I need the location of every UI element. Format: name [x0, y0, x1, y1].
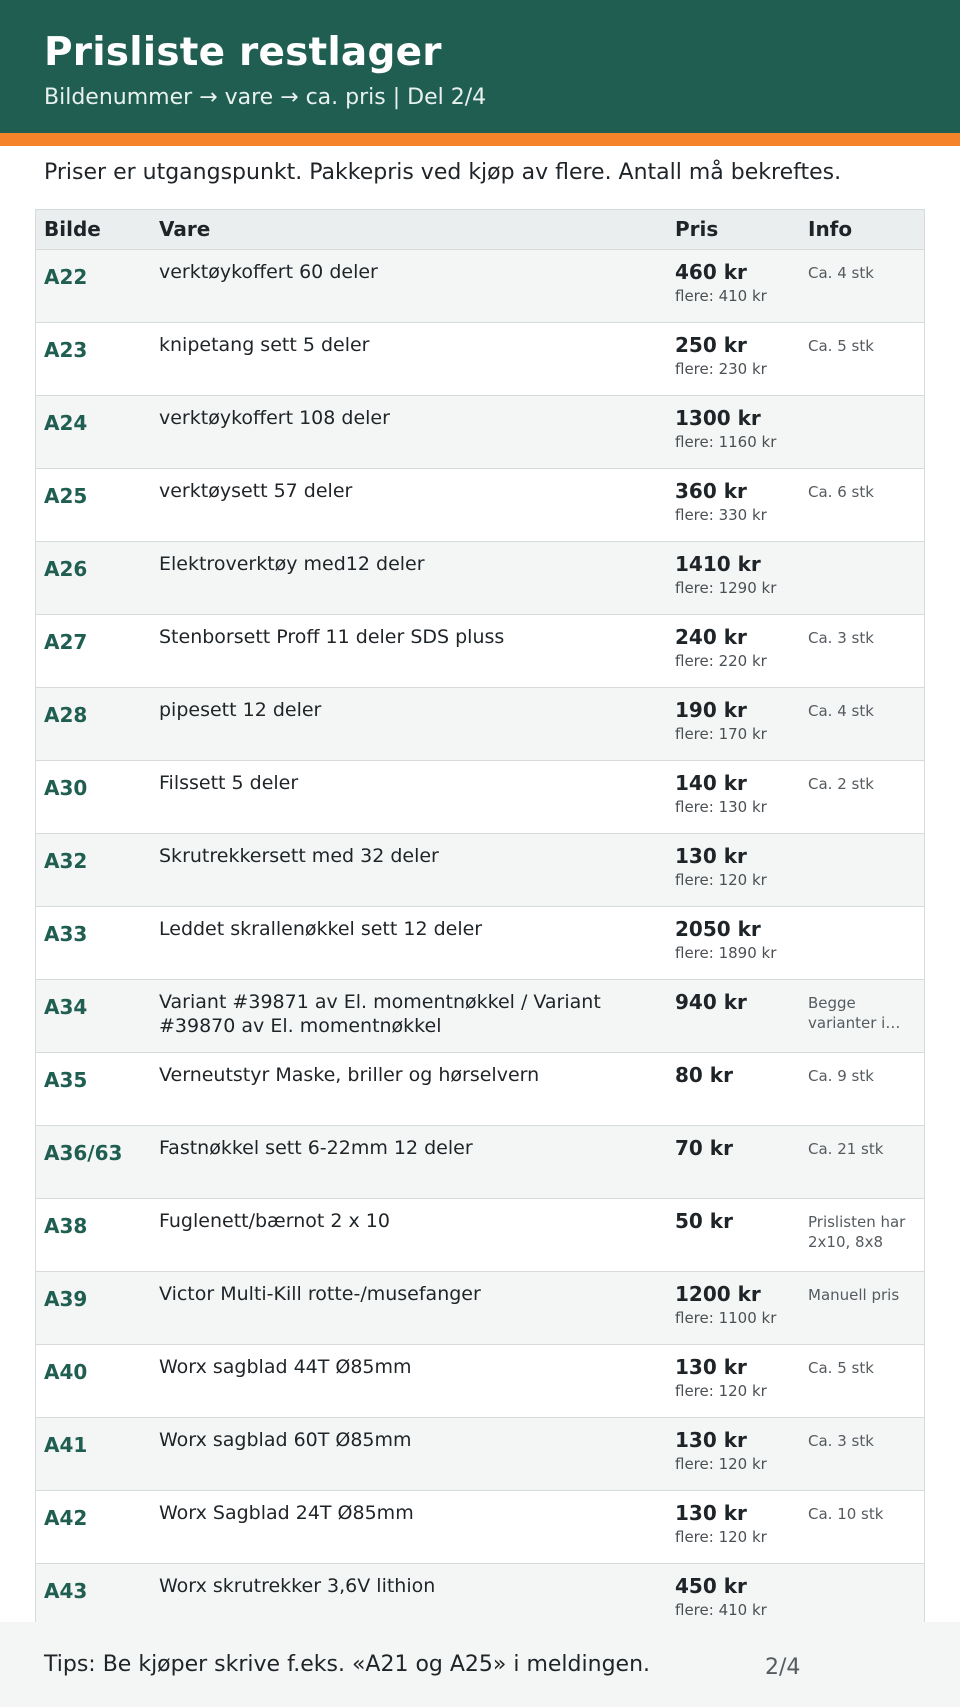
price-cell — [667, 614, 800, 687]
table-row — [36, 1198, 924, 1271]
info-note: Ca. 2 stk — [808, 774, 874, 793]
page-footer — [0, 1622, 960, 1707]
table-row — [36, 1417, 924, 1490]
item-name: Elektroverktøy med12 deler — [159, 552, 425, 575]
item-name: Worx sagblad 44T Ø85mm — [159, 1355, 412, 1378]
info-note: Ca. 4 stk — [808, 263, 874, 282]
table-row — [36, 1125, 924, 1198]
item-name: pipesett 12 deler — [159, 698, 322, 721]
info-note: Ca. 3 stk — [808, 1431, 874, 1450]
table-row — [36, 249, 924, 322]
unit-price: 130 kr — [675, 843, 747, 868]
page-subtitle: Bildenummer → vare → ca. pris | Del 2/4 — [44, 85, 487, 110]
bulk-price: flere: 120 kr — [675, 1381, 767, 1400]
item-name: verktøykoffert 60 deler — [159, 260, 378, 283]
table-row — [36, 760, 924, 833]
info-note: Ca. 4 stk — [808, 701, 874, 720]
accent-divider — [0, 133, 960, 146]
unit-price: 50 kr — [675, 1208, 733, 1233]
image-number: A27 — [44, 629, 88, 654]
unit-price: 1300 kr — [675, 405, 761, 430]
image-number: A33 — [44, 921, 88, 946]
price-cell — [667, 687, 800, 760]
bulk-price: flere: 1160 kr — [675, 432, 777, 451]
unit-price: 80 kr — [675, 1062, 733, 1087]
price-cell — [667, 249, 800, 322]
unit-price: 190 kr — [675, 697, 747, 722]
footer-tip: Tips: Be kjøper skrive f.eks. «A21 og A25» i meldingen. — [44, 1652, 650, 1677]
image-number: A35 — [44, 1067, 88, 1092]
item-name: verktøysett 57 deler — [159, 479, 353, 502]
info-note — [800, 1563, 924, 1622]
bulk-price: flere: 1890 kr — [675, 943, 777, 962]
info-note: Ca. 3 stk — [808, 628, 874, 647]
item-name: Fuglenett/bærnot 2 x 10 — [159, 1209, 390, 1232]
info-note: Ca. 5 stk — [808, 336, 874, 355]
item-name: Verneutstyr Maske, briller og hørselvern — [159, 1063, 540, 1086]
price-cell — [667, 1417, 800, 1490]
bulk-price: flere: 1290 kr — [675, 578, 777, 597]
bulk-price: flere: 410 kr — [675, 1600, 767, 1619]
table-row — [36, 1490, 924, 1563]
unit-price: 1200 kr — [675, 1281, 761, 1306]
info-note: Begge varianter i… — [808, 993, 901, 1032]
info-note — [800, 833, 924, 906]
price-cell — [667, 322, 800, 395]
page-indicator: 2/4 — [765, 1655, 801, 1680]
table-row — [36, 1344, 924, 1417]
item-name: verktøykoffert 108 deler — [159, 406, 390, 429]
image-number: A25 — [44, 483, 88, 508]
item-name: Variant #39871 av El. momentnøkkel / Variant #39870 av El. momentnøkkel — [159, 990, 601, 1037]
price-cell — [667, 906, 800, 979]
info-note: Manuell pris — [808, 1285, 900, 1304]
page-title: Prisliste restlager — [44, 30, 442, 75]
price-cell — [667, 541, 800, 614]
item-name: Victor Multi-Kill rotte-/musefanger — [159, 1282, 481, 1305]
price-cell — [667, 1563, 800, 1622]
column-header-info: Info — [800, 210, 924, 249]
item-name: Skrutrekkersett med 32 deler — [159, 844, 439, 867]
bulk-price: flere: 130 kr — [675, 797, 767, 816]
image-number: A34 — [44, 994, 88, 1019]
image-number: A43 — [44, 1578, 88, 1603]
intro-text: Priser er utgangspunkt. Pakkepris ved kjøp av flere. Antall må bekreftes. — [44, 160, 842, 185]
price-cell — [667, 979, 800, 1052]
column-header-price: Pris — [667, 210, 800, 249]
unit-price: 70 kr — [675, 1135, 733, 1160]
image-number: A24 — [44, 410, 88, 435]
table-row — [36, 395, 924, 468]
bulk-price: flere: 410 kr — [675, 286, 767, 305]
bulk-price: flere: 170 kr — [675, 724, 767, 743]
item-name: Worx Sagblad 24T Ø85mm — [159, 1501, 414, 1524]
unit-price: 940 kr — [675, 989, 747, 1014]
unit-price: 130 kr — [675, 1354, 747, 1379]
image-number: A39 — [44, 1286, 88, 1311]
bulk-price: flere: 230 kr — [675, 359, 767, 378]
table-row — [36, 468, 924, 541]
bulk-price: flere: 1100 kr — [675, 1308, 777, 1327]
item-name: Fastnøkkel sett 6-22mm 12 deler — [159, 1136, 473, 1159]
table-row — [36, 1271, 924, 1344]
price-cell — [667, 760, 800, 833]
table-row — [36, 322, 924, 395]
price-cell — [667, 1198, 800, 1271]
info-note: Prislisten har 2x10, 8x8 — [808, 1212, 906, 1251]
item-name: Filssett 5 deler — [159, 771, 299, 794]
unit-price: 130 kr — [675, 1500, 747, 1525]
table-row — [36, 687, 924, 760]
unit-price: 2050 kr — [675, 916, 761, 941]
unit-price: 450 kr — [675, 1573, 747, 1598]
bulk-price: flere: 220 kr — [675, 651, 767, 670]
column-header-image: Bilde — [36, 210, 151, 249]
unit-price: 360 kr — [675, 478, 747, 503]
item-name: Worx sagblad 60T Ø85mm — [159, 1428, 412, 1451]
price-cell — [667, 833, 800, 906]
price-cell — [667, 468, 800, 541]
image-number: A22 — [44, 264, 88, 289]
price-cell — [667, 1271, 800, 1344]
unit-price: 140 kr — [675, 770, 747, 795]
table-row — [36, 833, 924, 906]
price-cell — [667, 1490, 800, 1563]
item-name: Stenborsett Proff 11 deler SDS pluss — [159, 625, 505, 648]
bulk-price: flere: 120 kr — [675, 1454, 767, 1473]
info-note — [800, 395, 924, 468]
image-number: A36/63 — [44, 1140, 123, 1165]
bulk-price: flere: 120 kr — [675, 870, 767, 889]
image-number: A38 — [44, 1213, 88, 1238]
image-number: A42 — [44, 1505, 88, 1530]
info-note: Ca. 6 stk — [808, 482, 874, 501]
price-table-container — [35, 209, 925, 1622]
item-name: Worx skrutrekker 3,6V lithion — [159, 1574, 436, 1597]
column-header-item: Vare — [151, 210, 667, 249]
price-cell — [667, 1344, 800, 1417]
image-number: A23 — [44, 337, 88, 362]
table-header-row — [36, 210, 924, 249]
info-note — [800, 906, 924, 979]
bulk-price: flere: 120 kr — [675, 1527, 767, 1546]
table-row — [36, 1563, 924, 1622]
info-note — [800, 541, 924, 614]
image-number: A30 — [44, 775, 88, 800]
info-note: Ca. 9 stk — [808, 1066, 874, 1085]
table-row — [36, 979, 924, 1052]
price-table — [36, 210, 924, 1622]
item-name: knipetang sett 5 deler — [159, 333, 370, 356]
info-note: Ca. 21 stk — [808, 1139, 884, 1158]
image-number: A26 — [44, 556, 88, 581]
bulk-price: flere: 330 kr — [675, 505, 767, 524]
table-row — [36, 1052, 924, 1125]
image-number: A40 — [44, 1359, 88, 1384]
price-cell — [667, 1125, 800, 1198]
unit-price: 1410 kr — [675, 551, 761, 576]
info-note: Ca. 5 stk — [808, 1358, 874, 1377]
image-number: A41 — [44, 1432, 88, 1457]
item-name: Leddet skrallenøkkel sett 12 deler — [159, 917, 483, 940]
unit-price: 240 kr — [675, 624, 747, 649]
image-number: A32 — [44, 848, 88, 873]
unit-price: 460 kr — [675, 259, 747, 284]
unit-price: 250 kr — [675, 332, 747, 357]
unit-price: 130 kr — [675, 1427, 747, 1452]
table-row — [36, 541, 924, 614]
page-header — [0, 0, 960, 133]
info-note: Ca. 10 stk — [808, 1504, 884, 1523]
price-cell — [667, 1052, 800, 1125]
image-number: A28 — [44, 702, 88, 727]
table-row — [36, 614, 924, 687]
table-row — [36, 906, 924, 979]
price-cell — [667, 395, 800, 468]
